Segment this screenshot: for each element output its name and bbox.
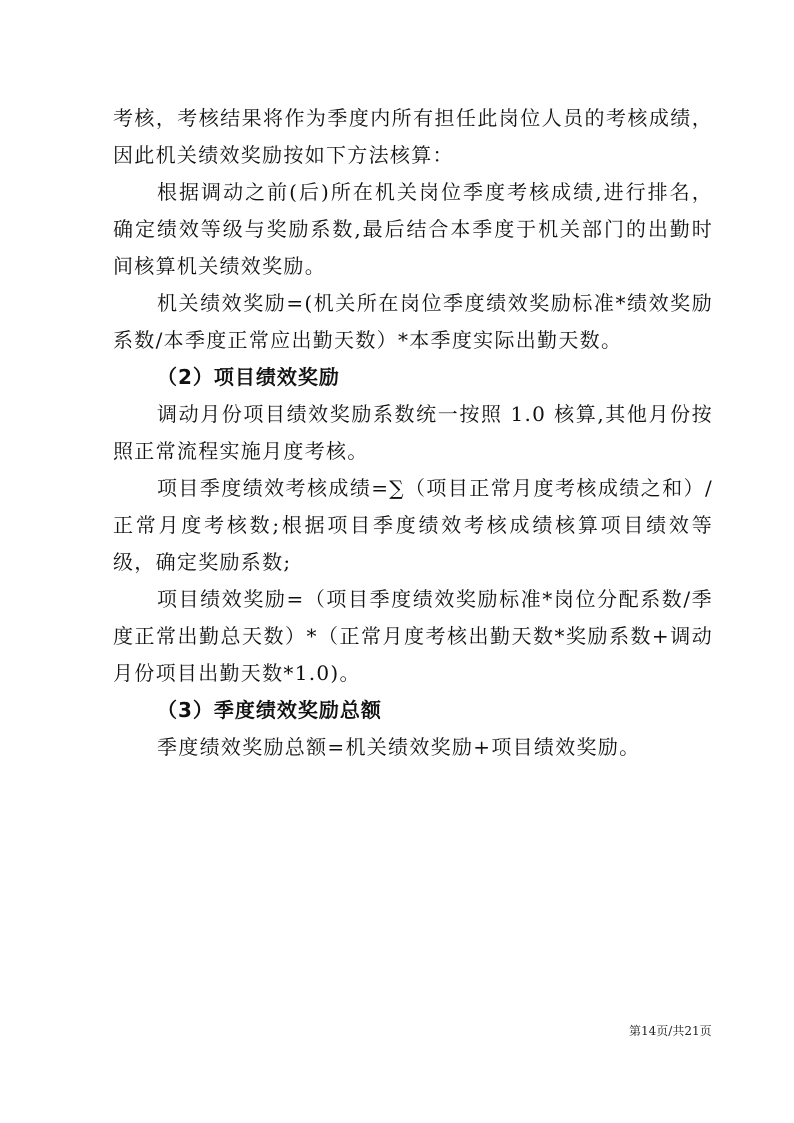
- paragraph-project-quarterly-score: 项目季度绩效考核成绩=∑（项目正常月度考核成绩之和）/正常月度考核数;根据项目季度绩效考核成绩核算项目绩效等级，确定奖励系数;: [113, 476, 713, 574]
- paragraph-quarterly-total-formula: 季度绩效奖励总额=机关绩效奖励+项目绩效奖励。: [157, 735, 641, 759]
- paragraph-transfer-month-coefficient: 调动月份项目绩效奖励系数统一按照 1.0 核算,其他月份按照正常流程实施月度考核。: [113, 402, 713, 463]
- paragraph-office-bonus-formula: 机关绩效奖励=(机关所在岗位季度绩效奖励标准*绩效奖励系数/本季度正常应出勤天数）*本季度实际出勤天数。: [113, 291, 713, 352]
- paragraph-continuation: 考核，考核结果将作为季度内所有担任此岗位人员的考核成绩，因此机关绩效奖励按如下方法核算：: [113, 106, 713, 167]
- page-number: 第14页/共21页: [629, 1024, 712, 1038]
- document-body: [113, 100, 713, 766]
- section-heading-project-bonus: （2）项目绩效奖励: [157, 365, 340, 389]
- section-heading-quarterly-total: （3）季度绩效奖励总额: [157, 698, 382, 722]
- paragraph-project-bonus-formula: 项目绩效奖励=（项目季度绩效奖励标准*岗位分配系数/季度正常出勤总天数）*（正常月度考核出勤天数*奖励系数+调动月份项目出勤天数*1.0)。: [113, 587, 713, 685]
- paragraph-ranking-method: 根据调动之前(后)所在机关岗位季度考核成绩,进行排名，确定绩效等级与奖励系数,最后结合本季度于机关部门的出勤时间核算机关绩效奖励。: [113, 180, 713, 278]
